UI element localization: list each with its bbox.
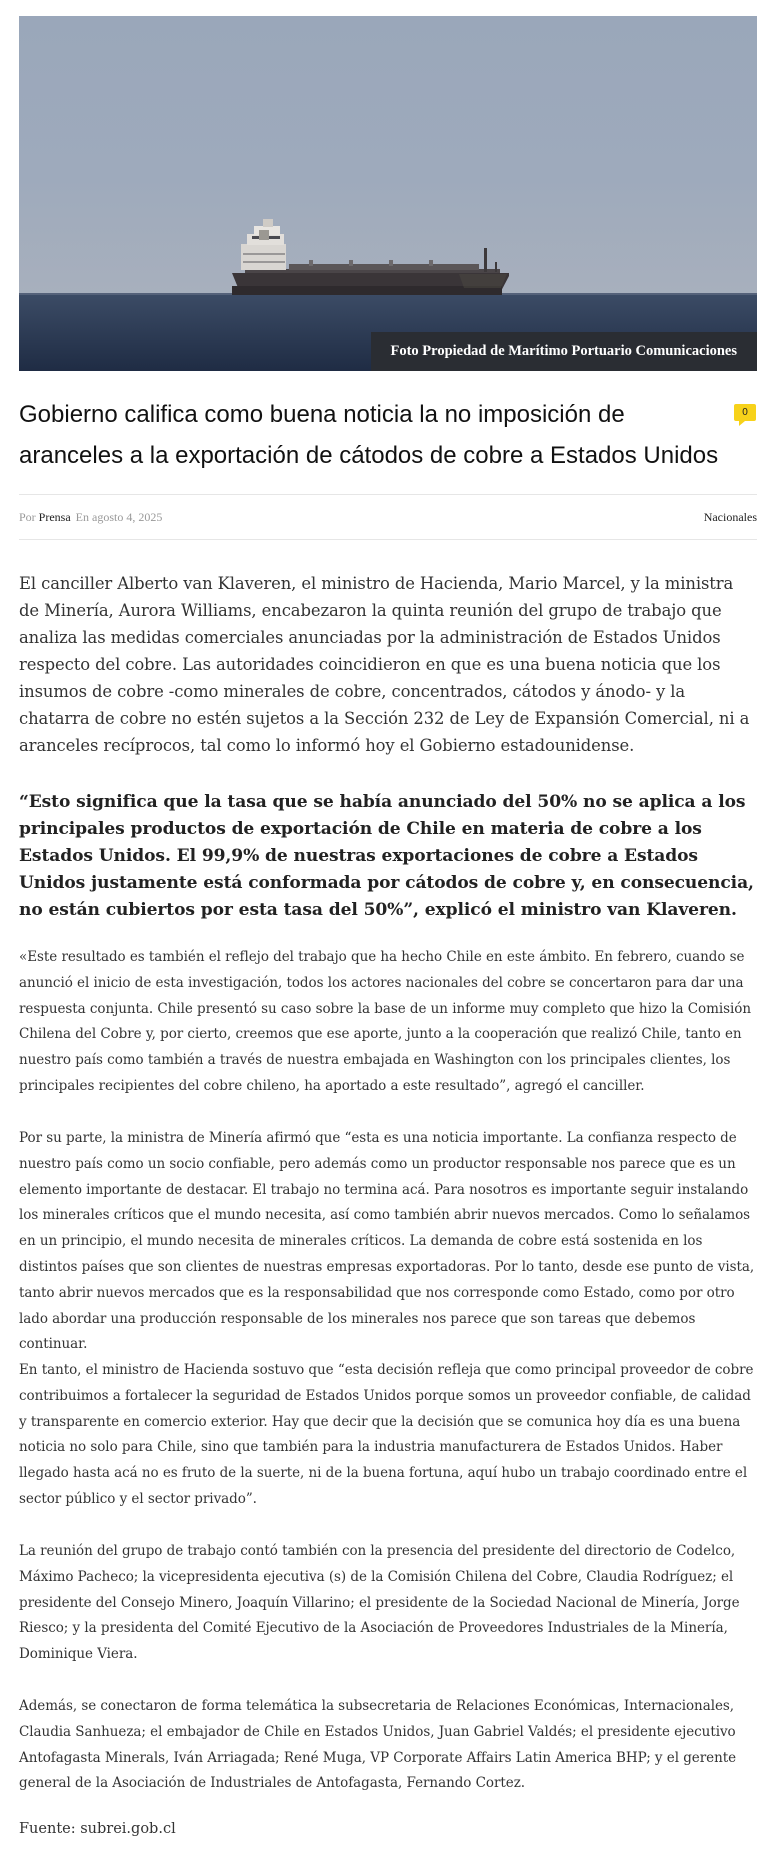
image-caption: Foto Propiedad de Marítimo Portuario Comunicaciones [371, 332, 758, 371]
featured-image[interactable] [19, 16, 757, 371]
meta-top-divider [19, 494, 757, 495]
by-label: Por [19, 510, 36, 524]
author-link[interactable]: Prensa [38, 510, 71, 524]
article-paragraph: La reunión del grupo de trabajo contó también con la presencia del presidente del directorio de Codelco, Máximo Pacheco; la vicepresidenta ejecutiva (s) de la Comisión Chilena del Cobre, Claudia Rodríguez; el presidente del Consejo Minero, Joaquín Villarino; el presidente de la Sociedad Nacional de Minería, Jorge Riesco; y la presidenta del Comité Ejecutivo de la Asociación de Proveedores Industriales de la Minería, Dominique Viera. [19, 1543, 740, 1663]
article-title: Gobierno califica como buena noticia la no imposición de aranceles a la exportación de cátodos de cobre a Estados Unidos [19, 401, 719, 469]
comment-count-badge[interactable]: 0 [734, 404, 756, 421]
meta-bottom-divider [19, 539, 757, 540]
cargo-ship-icon [19, 16, 757, 371]
category-link[interactable]: Nacionales [703, 510, 757, 524]
article-paragraph: «Este resultado es también el reflejo del trabajo que ha hecho Chile en este ámbito. En febrero, cuando se anunció el inicio de esta investigación, todos los actores nacionales del cobre se concertaron para dar una respuesta conjunta. Chile presentó su caso sobre la base de un informe muy completo que hizo la Comisión Chilena del Cobre y, por cierto, creemos que ese aporte, junto a la cooperación que realizó Chile, tanto en nuestro país como también a través de nuestra embajada en Washington con los principales clientes, los principales recipientes del cobre chileno, ha aportado a este resultado”, agregó el canciller. [19, 949, 751, 1094]
article-paragraph: En tanto, el ministro de Hacienda sostuvo que “esta decisión refleja que como principal proveedor de cobre contribuimos a fortalecer la seguridad de Estados Unidos porque somos un proveedor confiable, de calidad y transparente en comercio exterior. Hay que decir que la decisión que se comunica hoy día es una buena noticia no solo para Chile, sino que también para la industria manufacturera de Estados Unidos. Haber llegado hasta acá no es fruto de la suerte, ni de la buena fortuna, aquí hubo un trabajo coordinado entre el sector público y el sector privado”. [19, 1362, 754, 1507]
article-quote: “Esto significa que la tasa que se había anunciado del 50% no se aplica a los principales productos de exportación de Chile en materia de cobre a los Estados Unidos. El 99,9% de nuestras exportaciones de cobre a Estados Unidos justamente está conformada por cátodos de cobre y, en consecuencia, no están cubiertos por esta tasa del 50%”, explicó el ministro van Klaveren. [19, 792, 754, 920]
publish-date: En agosto 4, 2025 [75, 510, 163, 524]
article-lead: El canciller Alberto van Klaveren, el ministro de Hacienda, Mario Marcel, y la ministra de Minería, Aurora Williams, encabezaron la quinta reunión del grupo de trabajo que analiza las medidas comerciales anunciadas por la administración de Estados Unidos respecto del cobre. Las autoridades coincidieron en que es una buena noticia que los insumos de cobre -como minerales de cobre, concentrados, cátodos y ánodo- y la chatarra de cobre no estén sujetos a la Sección 232 de Ley de Expansión Comercial, ni a aranceles recíprocos, tal como lo informó hoy el Gobierno estadounidense. [19, 574, 750, 755]
article-meta [19, 508, 757, 526]
article-paragraph: Además, se conectaron de forma telemática la subsecretaria de Relaciones Económicas, Internacionales, Claudia Sanhueza; el embajador de Chile en Estados Unidos, Juan Gabriel Valdés; el presidente ejecutivo Antofagasta Minerals, Iván Arriagada; René Muga, VP Corporate Affairs Latin America BHP; y el gerente general de la Asociación de Industriales de Antofagasta, Fernando Cortez. [19, 1698, 737, 1792]
article-paragraph: Por su parte, la ministra de Minería afirmó que “esta es una noticia importante. La confianza respecto de nuestro país como un socio confiable, pero además como un productor responsable nos parece que es un elemento importante de destacar. El trabajo no termina acá. Para nosotros es importante seguir instalando los minerales críticos que el mundo necesita, así como también abrir nuevos mercados. Como lo señalamos en un principio, el mundo necesita de minerales críticos. La demanda de cobre está sostenida en los distintos países que son clientes de nuestras empresas exportadoras. Por lo tanto, desde ese punto de vista, tanto abrir nuevos mercados que es la responsabilidad que nos corresponde como Estado, como por otro lado abordar una producción responsable de los minerales nos parece que son tareas que debemos continuar. [19, 1130, 755, 1353]
article-source: Fuente: subrei.gob.cl [19, 1821, 176, 1837]
